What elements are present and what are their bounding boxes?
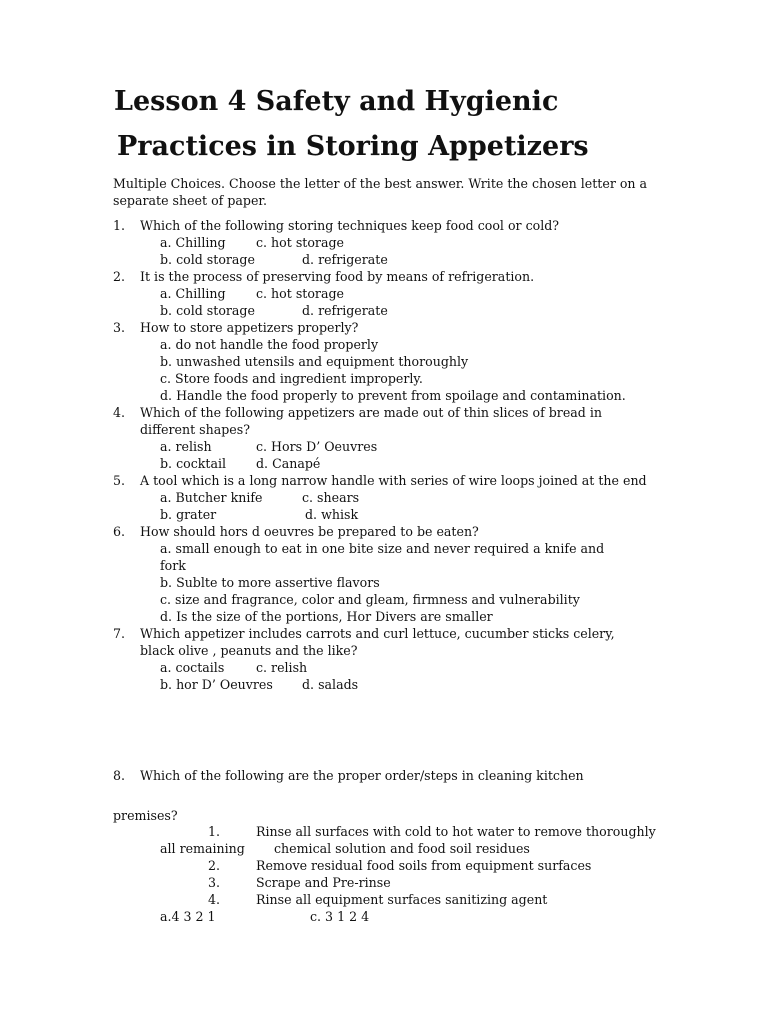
- question-8-text-line-1: Which of the following are the proper order/steps in cleaning kitchen: [140, 768, 584, 783]
- question-4-option-b: b. cocktail: [160, 456, 227, 471]
- question-2-number: 2.: [113, 269, 126, 284]
- question-6-number: 6.: [113, 524, 126, 539]
- question-8-option-c: c. 3 1 2 4: [310, 909, 370, 924]
- question-1-option-a: a. Chilling: [160, 235, 226, 250]
- question-2-text: It is the process of preserving food by means of refrigeration.: [140, 269, 535, 284]
- question-7-text-line-1: Which appetizer includes carrots and curl lettuce, cucumber sticks celery,: [140, 626, 615, 641]
- question-1-number: 1.: [113, 218, 126, 233]
- question-4-number: 4.: [113, 405, 126, 420]
- question-7-text-line-2: black olive , peanuts and the like?: [140, 643, 358, 658]
- question-2-option-b: b. cold storage: [160, 303, 255, 318]
- step-1-continuation-b: chemical solution and food soil residues: [274, 841, 530, 856]
- question-4-option-a: a. relish: [160, 439, 212, 454]
- question-1-text: Which of the following storing techniques keep food cool or cold?: [140, 218, 560, 233]
- question-3-option-a: a. do not handle the food properly: [160, 337, 379, 352]
- question-1-option-b: b. cold storage: [160, 252, 255, 267]
- question-2-option-d: d. refrigerate: [302, 303, 388, 318]
- question-7-option-c: c. relish: [256, 660, 308, 675]
- question-7-option-b: b. hor D’ Oeuvres: [160, 677, 273, 692]
- question-6-option-c: c. size and fragrance, color and gleam, firmness and vulnerability: [160, 592, 580, 607]
- question-4-text-line-2: different shapes?: [140, 422, 250, 437]
- question-5-option-a: a. Butcher knife: [160, 490, 263, 505]
- lesson-title-line-1: Lesson 4 Safety and Hygienic: [114, 86, 559, 117]
- question-6-option-a-line-1: a. small enough to eat in one bite size and never required a knife and: [160, 541, 605, 556]
- question-1-option-c: c. hot storage: [256, 235, 344, 250]
- question-3-option-b: b. unwashed utensils and equipment thoroughly: [160, 354, 469, 369]
- question-5-option-c: c. shears: [302, 490, 360, 505]
- question-5-option-b: b. grater: [160, 507, 217, 522]
- question-1-option-d: d. refrigerate: [302, 252, 388, 267]
- question-5-number: 5.: [113, 473, 126, 488]
- step-3-text: Scrape and Pre-rinse: [256, 875, 391, 890]
- question-7-option-a: a. coctails: [160, 660, 225, 675]
- instructions-line-2: separate sheet of paper.: [113, 193, 268, 208]
- question-7-number: 7.: [113, 626, 126, 641]
- question-6-text: How should hors d oeuvres be prepared to be eaten?: [140, 524, 479, 539]
- question-8-number: 8.: [113, 768, 126, 783]
- question-6-option-d: d. Is the size of the portions, Hor Divers are smaller: [160, 609, 493, 624]
- instructions-line-1: Multiple Choices. Choose the letter of the best answer. Write the chosen letter on a: [113, 176, 648, 191]
- step-1-continuation-a: all remaining: [160, 841, 245, 856]
- question-2-option-c: c. hot storage: [256, 286, 344, 301]
- question-8-text-line-2: premises?: [113, 808, 178, 823]
- question-3-option-d: d. Handle the food properly to prevent from spoilage and contamination.: [160, 388, 626, 403]
- step-3-number: 3.: [208, 875, 221, 890]
- step-1-text: Rinse all surfaces with cold to hot water to remove thoroughly: [256, 824, 656, 839]
- question-6-option-a-line-2: fork: [160, 558, 186, 573]
- question-3-text: How to store appetizers properly?: [140, 320, 359, 335]
- question-4-option-c: c. Hors D’ Oeuvres: [256, 439, 378, 454]
- question-5-text: A tool which is a long narrow handle with series of wire loops joined at the end: [140, 473, 647, 488]
- question-4-option-d: d. Canapé: [256, 456, 321, 471]
- step-2-number: 2.: [208, 858, 221, 873]
- step-2-text: Remove residual food soils from equipment surfaces: [256, 858, 592, 873]
- step-4-text: Rinse all equipment surfaces sanitizing agent: [256, 892, 548, 907]
- question-6-option-b: b. Sublte to more assertive flavors: [160, 575, 380, 590]
- question-3-number: 3.: [113, 320, 126, 335]
- question-3-option-c: c. Store foods and ingredient improperly.: [160, 371, 423, 386]
- step-4-number: 4.: [208, 892, 221, 907]
- question-5-option-d: d. whisk: [305, 507, 359, 522]
- question-2-option-a: a. Chilling: [160, 286, 226, 301]
- question-7-option-d: d. salads: [302, 677, 359, 692]
- step-1-number: 1.: [208, 824, 221, 839]
- question-4-text-line-1: Which of the following appetizers are made out of thin slices of bread in: [140, 405, 602, 420]
- lesson-title-line-2: Practices in Storing Appetizers: [117, 131, 589, 162]
- question-8-option-a: a.4 3 2 1: [160, 909, 216, 924]
